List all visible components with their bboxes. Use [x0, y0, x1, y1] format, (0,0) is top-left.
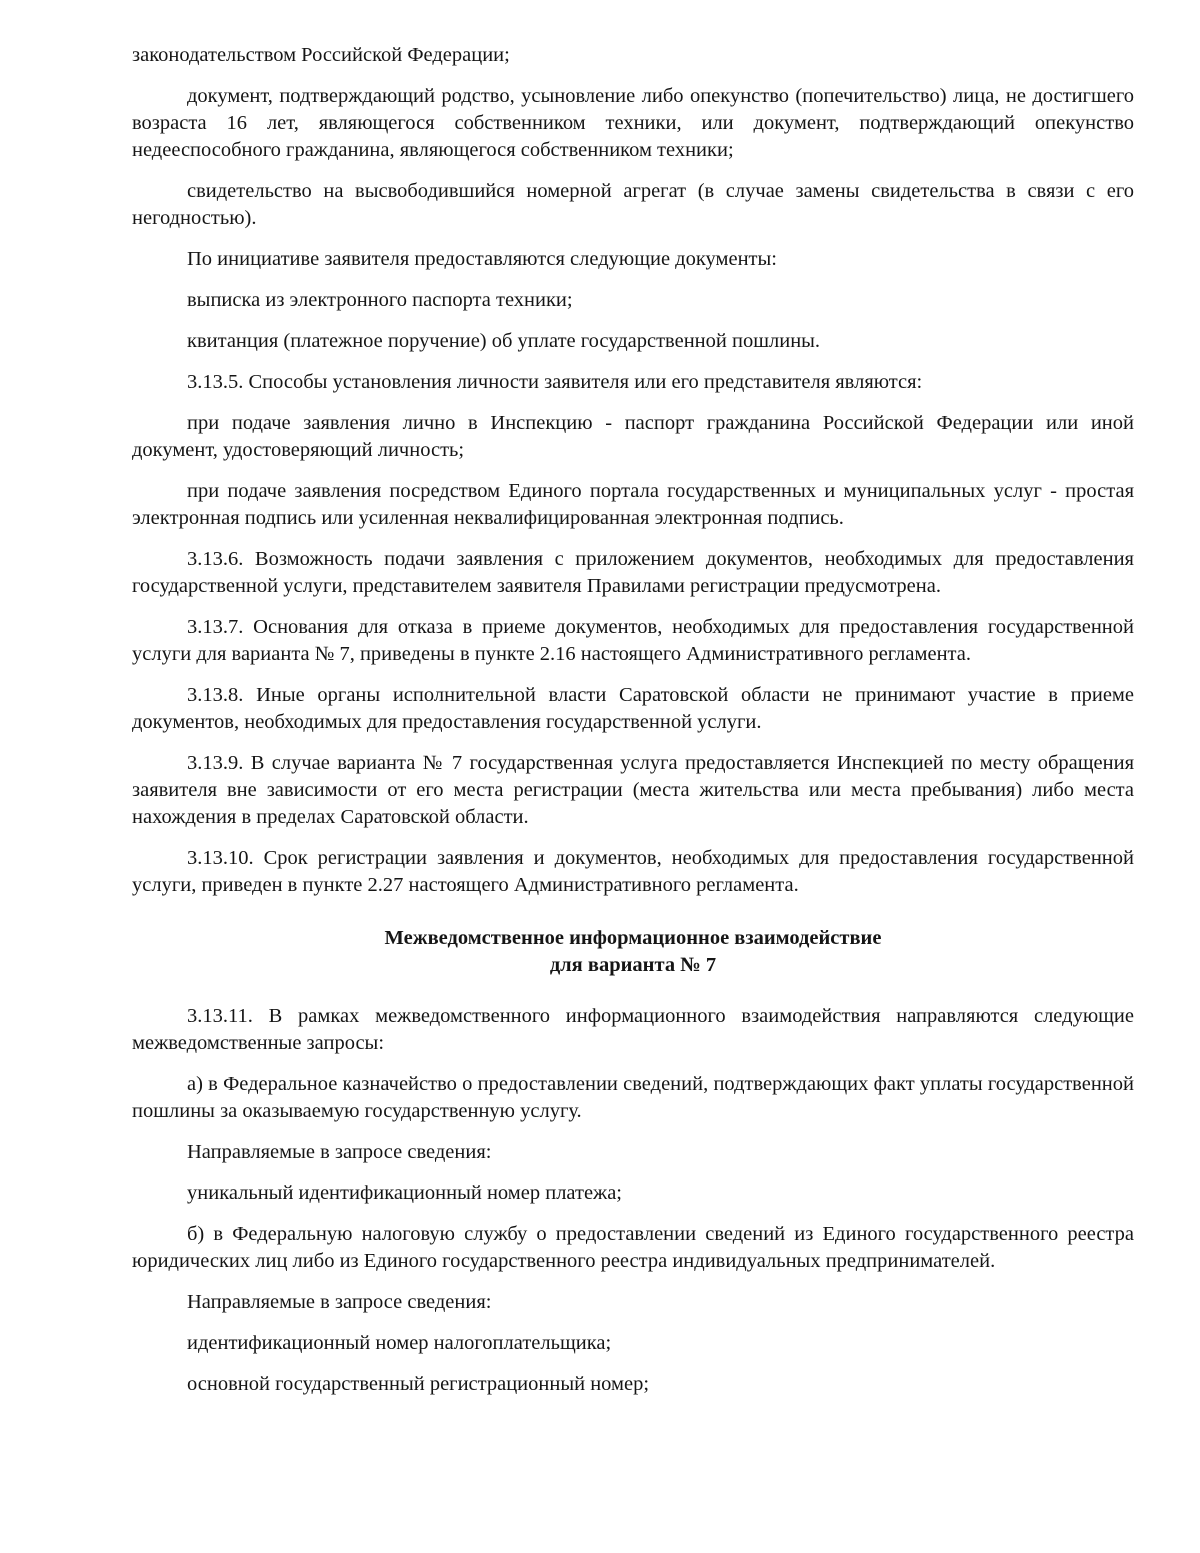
section-heading	[132, 925, 1134, 979]
paragraph: 3.13.10. Срок регистрации заявления и документов, необходимых для предоставления государственной услуги, приведен в пункте 2.27 настоящего Административного регламента.	[132, 847, 1134, 896]
paragraph: б) в Федеральную налоговую службу о предоставлении сведений из Единого государственного реестра юридических лиц либо из Единого государственного реестра индивидуальных предпринимателей.	[132, 1223, 1134, 1272]
paragraph: основной государственный регистрационный номер;	[187, 1373, 650, 1395]
paragraph: уникальный идентификационный номер платежа;	[187, 1182, 623, 1204]
paragraph: а) в Федеральное казначейство о предоставлении сведений, подтверждающих факт уплаты государственной пошлины за оказываемую государственную услугу.	[132, 1073, 1134, 1122]
paragraph: при подаче заявления лично в Инспекцию - паспорт гражданина Российской Федерации или иной документ, удостоверяющий личность;	[132, 412, 1134, 461]
document-body-before-heading	[132, 42, 1134, 899]
paragraph: 3.13.9. В случае варианта № 7 государственная услуга предоставляется Инспекцией по месту обращения заявителя вне зависимости от его места регистрации (места жительства или места пребывания) либо места нахождения в пределах Саратовской области.	[132, 752, 1134, 828]
paragraph: Направляемые в запросе сведения:	[187, 1141, 492, 1163]
paragraph: 3.13.6. Возможность подачи заявления с приложением документов, необходимых для предоставления государственной услуги, представителем заявителя Правилами регистрации предусмотрена.	[132, 548, 1134, 597]
paragraph: квитанция (платежное поручение) об уплате государственной пошлины.	[187, 330, 821, 352]
document-body-after-heading	[132, 1003, 1134, 1398]
paragraph: 3.13.11. В рамках межведомственного информационного взаимодействия направляются следующие межведомственные запросы:	[132, 1005, 1134, 1054]
paragraph: законодательством Российской Федерации;	[132, 44, 510, 66]
section-heading-line-1: Межведомственное информационное взаимодействие	[384, 927, 882, 949]
paragraph: Направляемые в запросе сведения:	[187, 1291, 492, 1313]
paragraph: 3.13.8. Иные органы исполнительной власти Саратовской области не принимают участие в приеме документов, необходимых для предоставления государственной услуги.	[132, 684, 1134, 733]
document-page	[132, 42, 1134, 1412]
paragraph: 3.13.5. Способы установления личности заявителя или его представителя являются:	[187, 371, 923, 393]
paragraph: выписка из электронного паспорта техники;	[187, 289, 573, 311]
paragraph: По инициативе заявителя предоставляются следующие документы:	[187, 248, 777, 270]
paragraph: при подаче заявления посредством Единого портала государственных и муниципальных услуг - простая электронная подпись или усиленная неквалифицированная электронная подпись.	[132, 480, 1134, 529]
paragraph: идентификационный номер налогоплательщика;	[187, 1332, 612, 1354]
paragraph: документ, подтверждающий родство, усыновление либо опекунство (попечительство) лица, не достигшего возраста 16 лет, являющегося собственником техники, или документ, подтверждающий опекунство недееспособного гражданина, являющегося собственником техники;	[132, 85, 1134, 161]
paragraph: 3.13.7. Основания для отказа в приеме документов, необходимых для предоставления государственной услуги для варианта № 7, приведены в пункте 2.16 настоящего Административного регламента.	[132, 616, 1134, 665]
paragraph: свидетельство на высвободившийся номерной агрегат (в случае замены свидетельства в связи с его негодностью).	[132, 180, 1134, 229]
section-heading-line-2: для варианта № 7	[549, 954, 717, 976]
